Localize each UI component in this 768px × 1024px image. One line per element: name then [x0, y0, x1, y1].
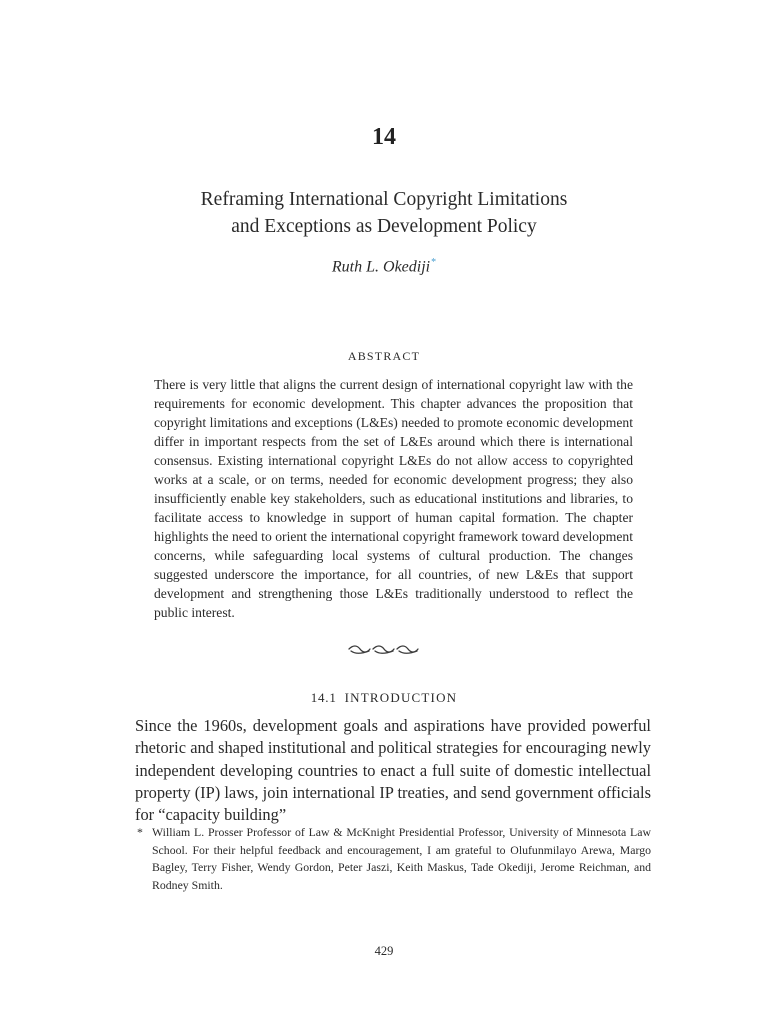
footnote-text: William L. Prosser Professor of Law & McKnight Presidential Professor, University of Minnesota Law School. For their helpful feedback and encouragement, I am grateful to Olufunmilayo Arewa, Margo Bagley, Terry Fisher, Wendy Gordon, Peter Jaszi, Keith Maskus, Tade Okediji, Jerome Reichman, and Rodney Smith.: [152, 825, 651, 892]
abstract-heading: ABSTRACT: [347, 349, 421, 363]
chapter-title-line-2: and Exceptions as Development Policy: [231, 216, 537, 237]
chapter-title-line-1: Reframing International Copyright Limitations: [200, 189, 568, 210]
body-paragraph: Since the 1960s, development goals and aspirations have provided powerful rhetoric and shaped institutional and political strategies for encouraging newly independent developing countries to enact a full suite of domestic intellectual property (IP) laws, join international IP treaties, and send government officials for “capacity building”: [135, 716, 651, 825]
abstract-paragraph: There is very little that aligns the current design of international copyright law with the requirements for economic development. This chapter advances the proposition that copyright limitations and exceptions (L&Es) needed to promote economic development differ in important respects from the set of L&Es around which there is international consensus. Existing international copyright L&Es do not allow access to copyrighted works at a scale, or on terms, needed for economic development progress; they also insufficiently enable key stakeholders, such as educational institutions and libraries, to facilitate access to knowledge in support of human capital formation. The chapter highlights the need to orient the international copyright framework toward development concerns, while safeguarding local systems of cultural production. The changes suggested underscore the importance, for all countries, of new L&Es that support development and strengthening those L&Es traditionally understood to reflect the public interest.: [154, 377, 633, 620]
author-byline: [0, 257, 768, 276]
author-name: Ruth L. Okediji: [331, 258, 431, 276]
chapter-title: [120, 186, 648, 240]
footnote: [135, 824, 651, 894]
chapter-number: 14: [372, 124, 396, 150]
body-text: [135, 715, 651, 826]
section-label: INTRODUCTION: [344, 690, 458, 705]
author-footnote-link[interactable]: *: [431, 257, 437, 268]
section-divider-ornament-icon: [0, 642, 768, 661]
section-heading: [0, 690, 768, 706]
abstract-body: [154, 375, 633, 622]
footnote-marker: *: [137, 825, 143, 839]
section-number: 14.1: [310, 690, 337, 705]
page-number: 429: [374, 944, 394, 958]
